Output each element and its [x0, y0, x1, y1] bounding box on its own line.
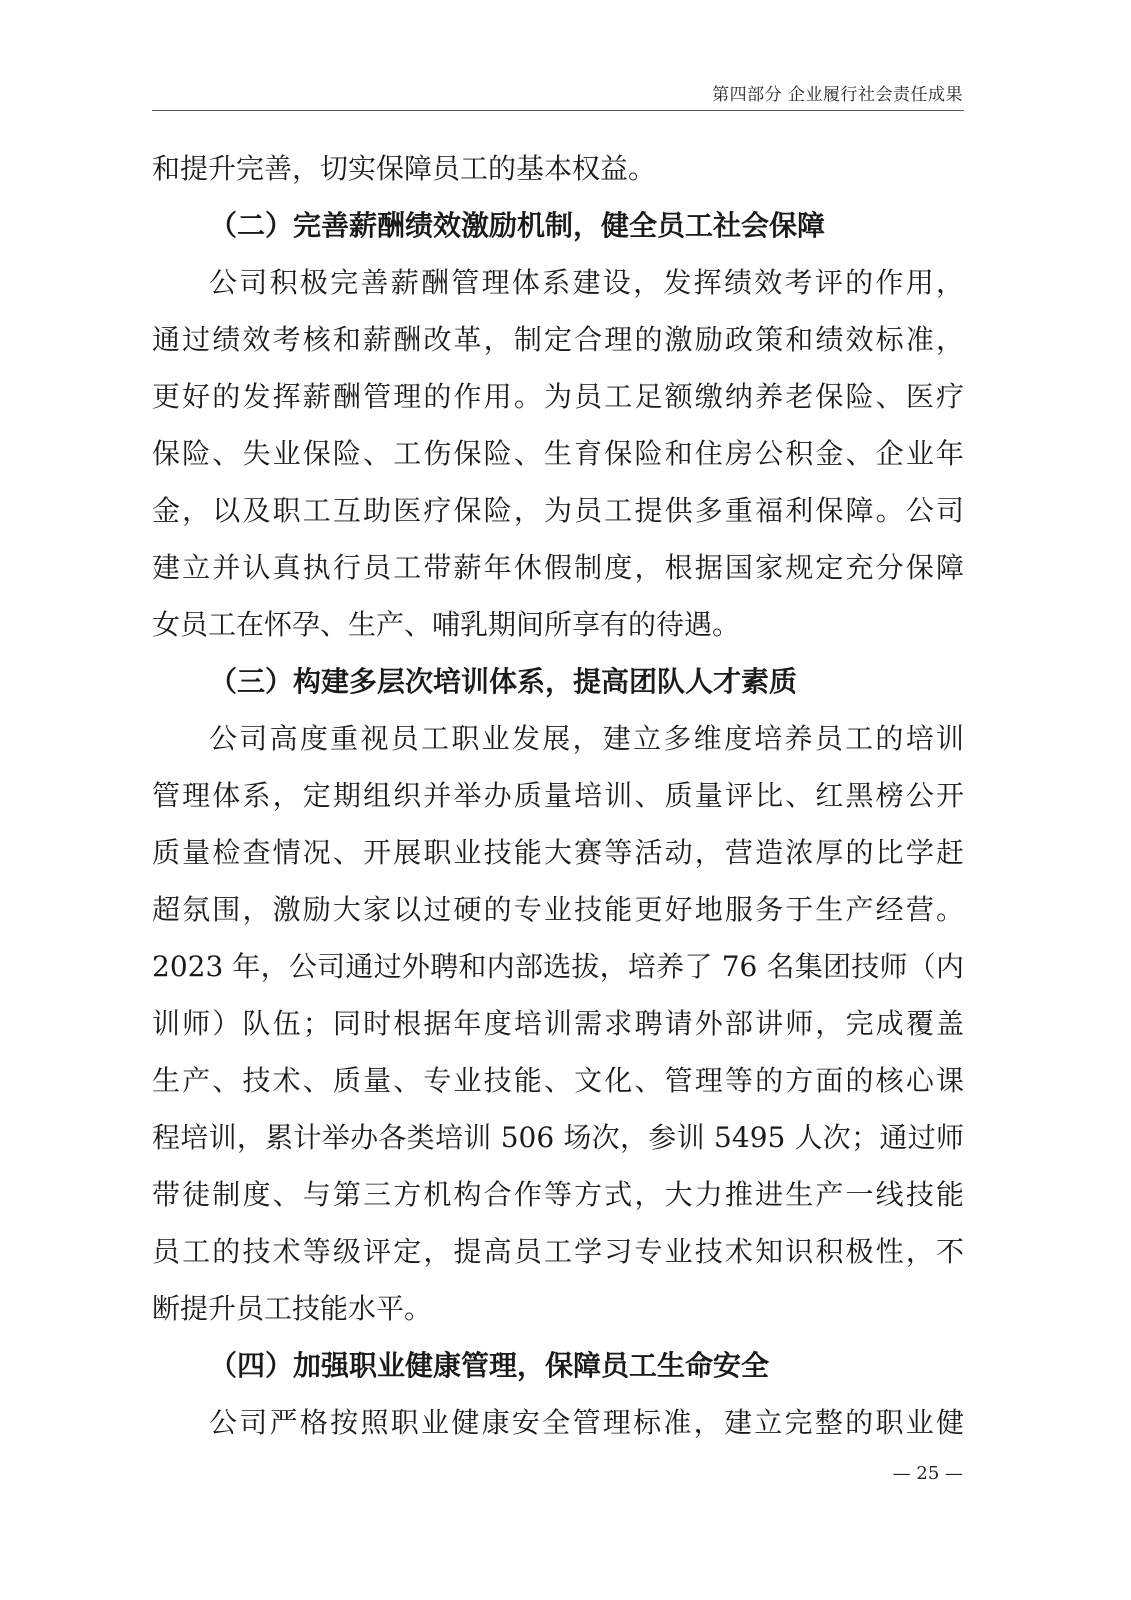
paragraph-line: 带徒制度、与第三方机构合作等方式，大力推进生产一线技能 — [152, 1178, 964, 1211]
paragraph-line: 金，以及职工互助医疗保险，为员工提供多重福利保障。公司 — [152, 494, 964, 527]
paragraph-line: 保险、失业保险、工伤保险、生育保险和住房公积金、企业年 — [152, 437, 964, 470]
paragraph-line: 2023 年，公司通过外聘和内部选拔，培养了 76 名集团技师（内 — [152, 950, 964, 983]
paragraph-line: 更好的发挥薪酬管理的作用。为员工足额缴纳养老保险、医疗 — [152, 380, 964, 413]
paragraph-line: 公司严格按照职业健康安全管理标准，建立完整的职业健 — [209, 1406, 964, 1439]
section-heading-4: （四）加强职业健康管理，保障员工生命安全 — [209, 1349, 770, 1382]
paragraph-line: 和提升完善，切实保障员工的基本权益。 — [152, 152, 657, 185]
paragraph-line: 训师）队伍；同时根据年度培训需求聘请外部讲师，完成覆盖 — [152, 1007, 964, 1040]
paragraph-line: 建立并认真执行员工带薪年休假制度，根据国家规定充分保障 — [152, 551, 964, 584]
paragraph-line: 超氛围，激励大家以过硬的专业技能更好地服务于生产经营。 — [152, 893, 964, 926]
section-heading-2: （二）完善薪酬绩效激励机制，健全员工社会保障 — [209, 209, 826, 242]
paragraph-line: 管理体系，定期组织并举办质量培训、质量评比、红黑榜公开 — [152, 779, 964, 812]
page-number: — 25 — — [892, 1463, 963, 1484]
paragraph-line: 程培训，累计举办各类培训 506 场次，参训 5495 人次；通过师 — [152, 1121, 964, 1154]
section-heading-3: （三）构建多层次培训体系，提高团队人才素质 — [209, 665, 798, 698]
paragraph-line: 女员工在怀孕、生产、哺乳期间所享有的待遇。 — [152, 608, 741, 641]
header-rule — [152, 110, 964, 111]
running-header: 第四部分 企业履行社会责任成果 — [712, 85, 963, 105]
paragraph-line: 生产、技术、质量、专业技能、文化、管理等的方面的核心课 — [152, 1064, 964, 1097]
document-body — [152, 140, 964, 1451]
paragraph-line: 员工的技术等级评定，提高员工学习专业技术知识积极性，不 — [152, 1235, 964, 1268]
paragraph-line: 公司积极完善薪酬管理体系建设，发挥绩效考评的作用， — [209, 266, 964, 299]
paragraph-line: 通过绩效考核和薪酬改革，制定合理的激励政策和绩效标准， — [152, 323, 964, 356]
paragraph-line: 公司高度重视员工职业发展，建立多维度培养员工的培训 — [209, 722, 964, 755]
paragraph-line: 质量检查情况、开展职业技能大赛等活动，营造浓厚的比学赶 — [152, 836, 964, 869]
paragraph-line: 断提升员工技能水平。 — [152, 1292, 433, 1325]
